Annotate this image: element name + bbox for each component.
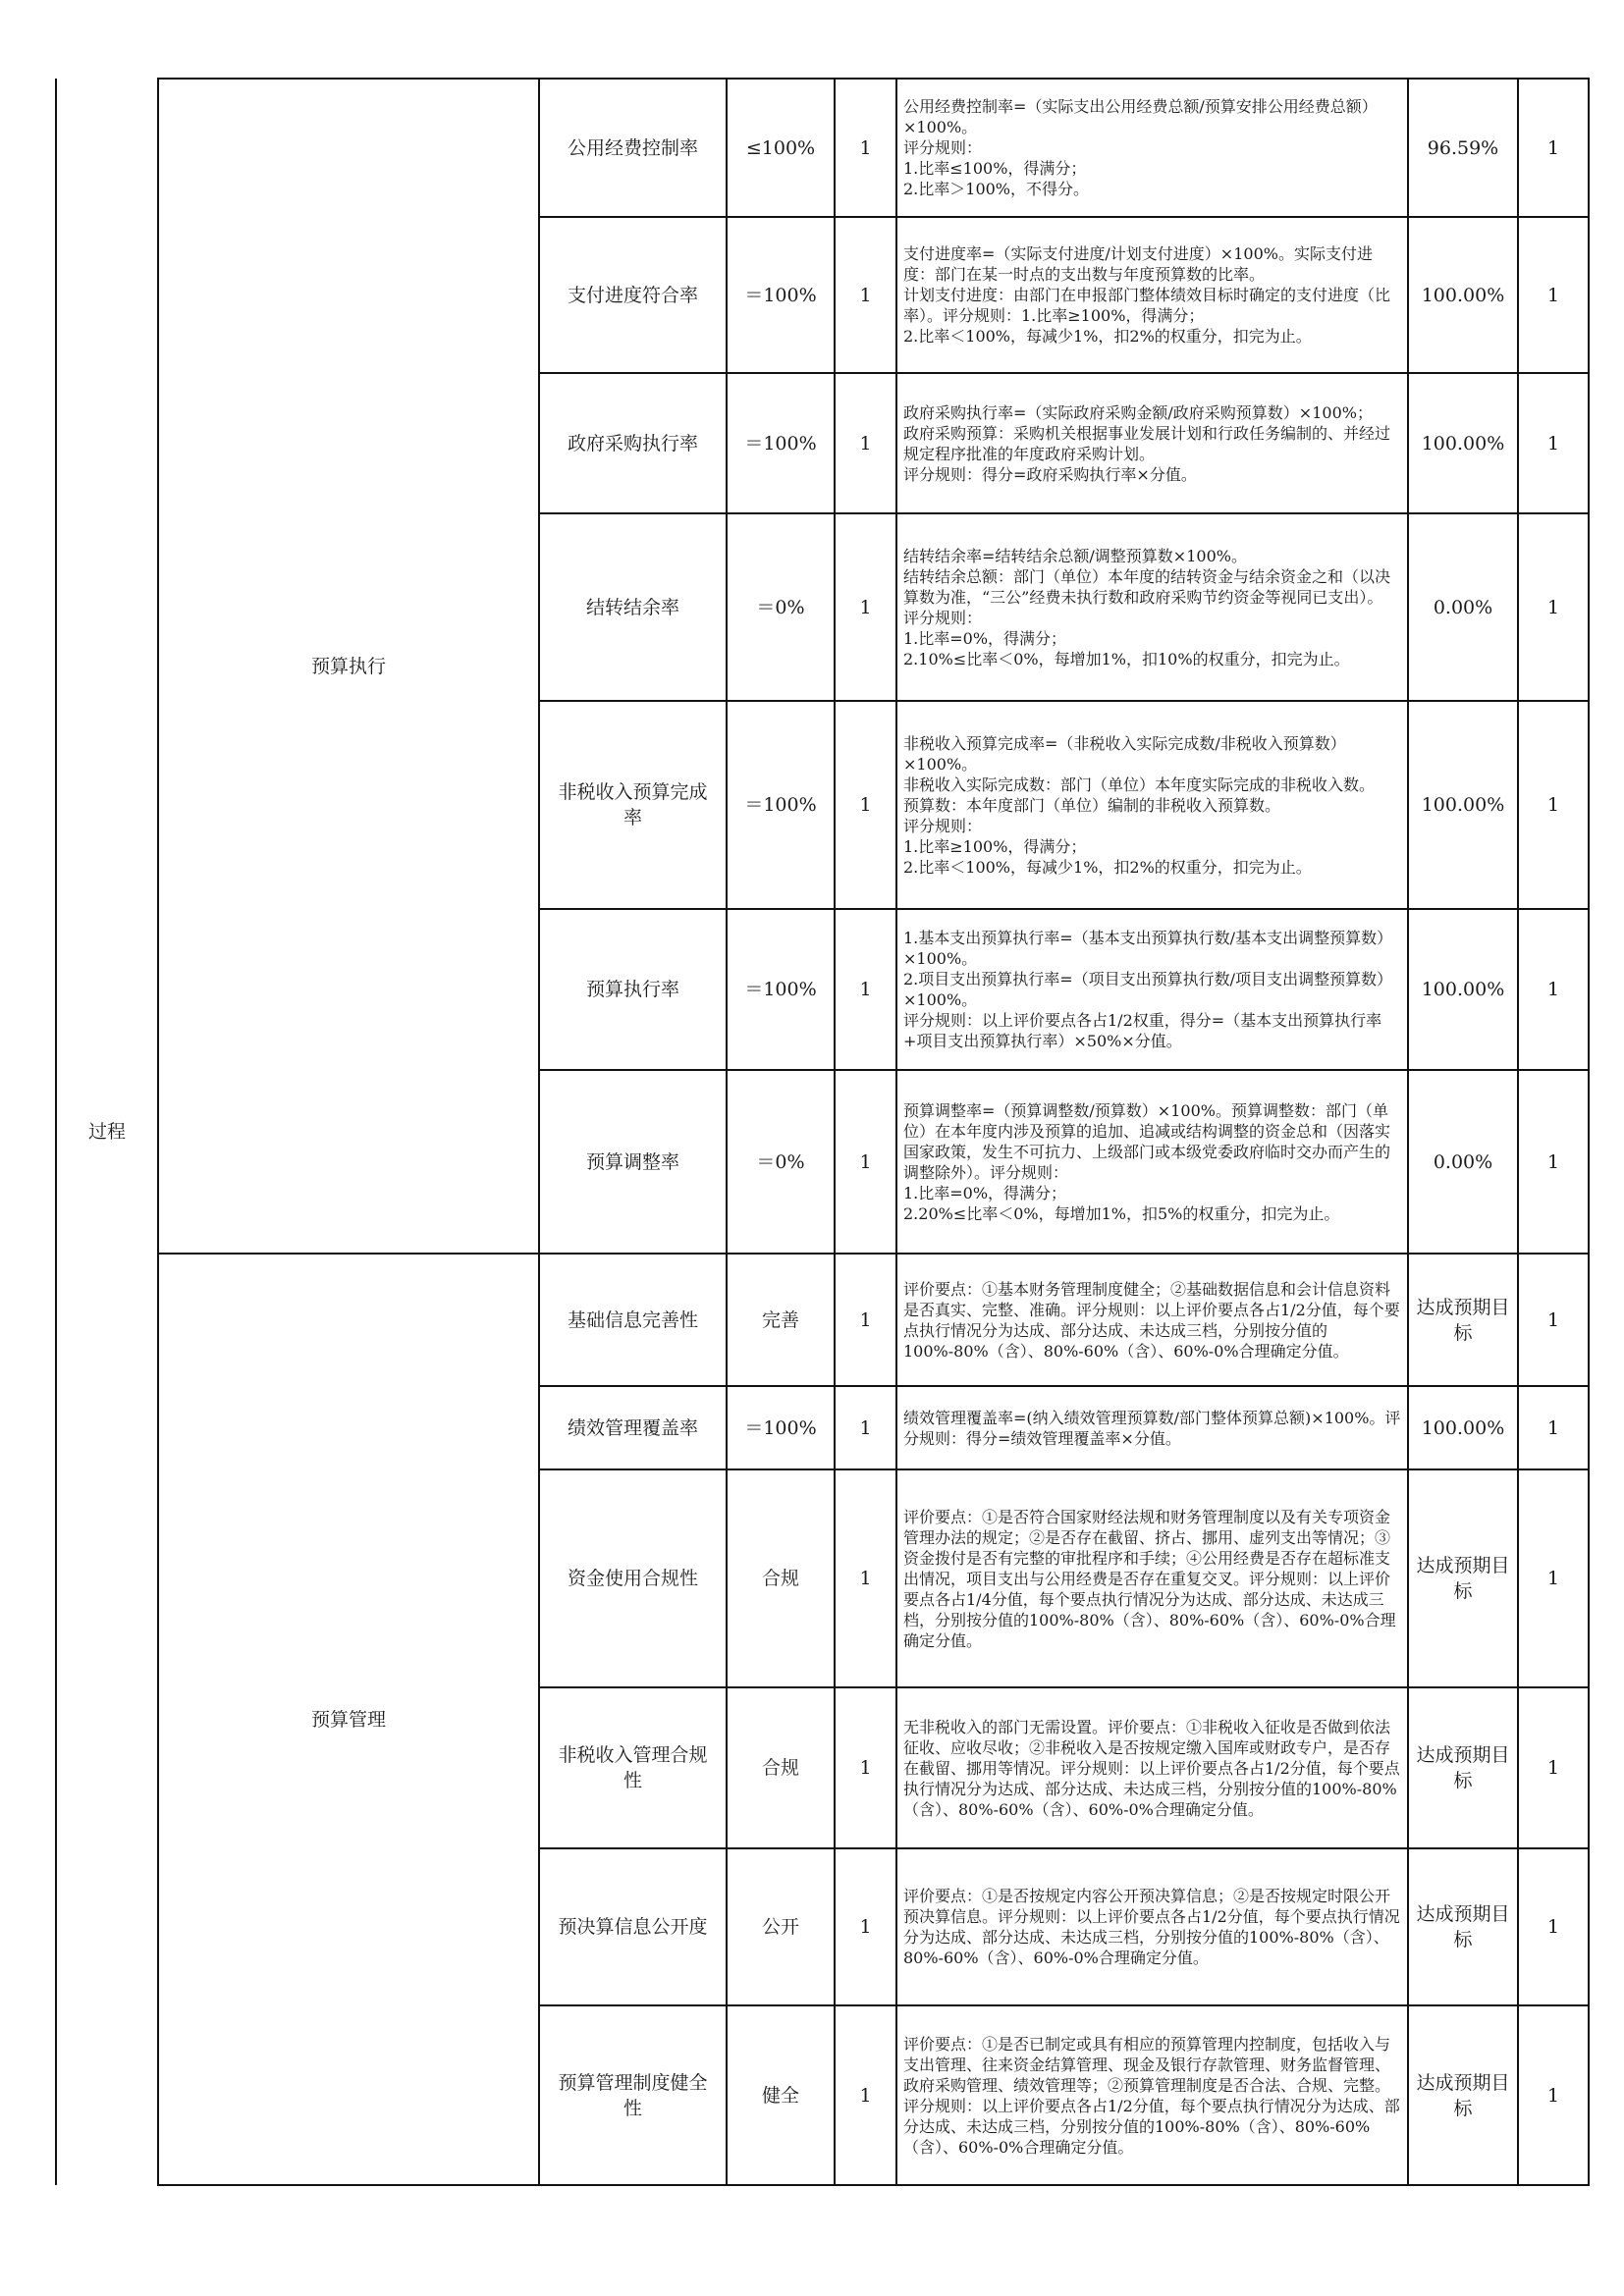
result-cell: 100.00% bbox=[1408, 1386, 1518, 1469]
result-cell: 0.00% bbox=[1408, 1070, 1518, 1254]
result-cell: 96.59% bbox=[1408, 79, 1518, 217]
result-cell: 0.00% bbox=[1408, 513, 1518, 701]
score-cell: 1 bbox=[1518, 1386, 1589, 1469]
criteria-cell bbox=[896, 1848, 1408, 2005]
score-cell: 1 bbox=[1518, 79, 1589, 217]
score-cell: 1 bbox=[1518, 1070, 1589, 1254]
indicator-cell: 预算调整率 bbox=[539, 1070, 727, 1254]
criteria-cell bbox=[896, 1386, 1408, 1469]
criteria-line: 预算数：本年度部门（单位）编制的非税收入预算数。 bbox=[903, 795, 1281, 815]
criteria-line: 1.比率=0%，得满分； bbox=[903, 628, 1067, 648]
result-cell: 100.00% bbox=[1408, 701, 1518, 909]
indicator-cell: 基础信息完善性 bbox=[539, 1254, 727, 1386]
target-cell: 公开 bbox=[727, 1848, 835, 2005]
weight-cell: 1 bbox=[835, 217, 896, 373]
criteria-line: 评价要点：①是否按规定内容公开预决算信息；②是否按规定时限公开预决算信息。评分规则：以上评价要点各占1/2分值，每个要点执行情况分为达成、部分达成、未达成三档，分别按分值的100%-80%（含）、80%-60%（含）、60%-0%合理确定分值。 bbox=[903, 1887, 1400, 1967]
criteria-line: 评价要点：①是否符合国家财经法规和财务管理制度以及有关专项资金管理办法的规定；②是否存在截留、挤占、挪用、虚列支出等情况；③资金拨付是否有完整的审批程序和手续；④公用经费是否存在超标准支出情况，项目支出与公用经费是否存在重复交叉。评分规则：以上评价要点各占1/4分值，每个要点执行情况分为达成、部分达成、未达成三档，分别按分值的100%-80%（含）、80%-60%（含）、60%-0%合理确定分值。 bbox=[903, 1507, 1396, 1650]
score-cell: 1 bbox=[1518, 1687, 1589, 1848]
criteria-cell bbox=[896, 1687, 1408, 1848]
criteria-cell bbox=[896, 79, 1408, 217]
evaluation-table bbox=[55, 78, 1590, 2186]
target-cell: ＝100% bbox=[727, 217, 835, 373]
score-cell: 1 bbox=[1518, 513, 1589, 701]
result-cell: 达成预期目标 bbox=[1408, 1254, 1518, 1386]
criteria-line: 评分规则： bbox=[903, 816, 983, 835]
score-cell: 1 bbox=[1518, 909, 1589, 1070]
criteria-line: 非税收入预算完成率=（非税收入实际完成数/非税收入预算数）×100%。 bbox=[903, 733, 1346, 774]
result-cell: 达成预期目标 bbox=[1408, 1469, 1518, 1687]
target-cell: ＝100% bbox=[727, 909, 835, 1070]
weight-cell: 1 bbox=[835, 2005, 896, 2185]
criteria-cell bbox=[896, 1469, 1408, 1687]
weight-cell: 1 bbox=[835, 373, 896, 513]
level2-cell: 预算执行 bbox=[158, 79, 539, 1254]
criteria-line: 2.比率＞100%，不得分。 bbox=[903, 180, 1090, 198]
score-cell: 1 bbox=[1518, 373, 1589, 513]
result-cell: 达成预期目标 bbox=[1408, 1687, 1518, 1848]
criteria-line: 评分规则：得分=政府采购执行率×分值。 bbox=[903, 464, 1197, 484]
target-cell: 健全 bbox=[727, 2005, 835, 2185]
indicator-cell: 政府采购执行率 bbox=[539, 373, 727, 513]
table-row bbox=[56, 1254, 1589, 1386]
score-cell: 1 bbox=[1518, 217, 1589, 373]
target-cell: 合规 bbox=[727, 1687, 835, 1848]
criteria-line: 评分规则： bbox=[903, 608, 983, 627]
criteria-cell bbox=[896, 909, 1408, 1070]
weight-cell: 1 bbox=[835, 1254, 896, 1386]
result-cell: 达成预期目标 bbox=[1408, 2005, 1518, 2185]
criteria-line: 评分规则：以上评价要点各占1/2权重，得分=（基本支出预算执行率+项目支出预算执行率）×50%×分值。 bbox=[903, 1011, 1382, 1050]
level1-cell: 过程 bbox=[56, 79, 158, 2185]
indicator-cell: 预算执行率 bbox=[539, 909, 727, 1070]
criteria-line: 预算调整率=（预算调整数/预算数）×100%。预算调整数：部门（单位）在本年度内涉及预算的追加、追减或结构调整的资金总和（因落实国家政策，发生不可抗力、上级部门或本级党委政府临时交办而产生的调整除外）。评分规则： bbox=[903, 1100, 1391, 1182]
target-cell: ≤100% bbox=[727, 79, 835, 217]
target-cell: 合规 bbox=[727, 1469, 835, 1687]
result-cell: 100.00% bbox=[1408, 373, 1518, 513]
criteria-line: 政府采购预算：采购机关根据事业发展计划和行政任务编制的、并经过规定程序批准的年度政府采购计划。 bbox=[903, 423, 1391, 463]
indicator-cell: 绩效管理覆盖率 bbox=[539, 1386, 727, 1469]
criteria-line: 结转结余总额：部门（单位）本年度的结转资金与结余资金之和（以决算数为准，“三公”经费未执行数和政府采购节约资金等视同已支出）。 bbox=[903, 566, 1391, 607]
criteria-cell bbox=[896, 373, 1408, 513]
table-row bbox=[56, 79, 1589, 217]
weight-cell: 1 bbox=[835, 909, 896, 1070]
result-cell: 100.00% bbox=[1408, 217, 1518, 373]
target-cell: 完善 bbox=[727, 1254, 835, 1386]
score-cell: 1 bbox=[1518, 701, 1589, 909]
criteria-line: 1.比率≤100%，得满分； bbox=[903, 159, 1087, 178]
score-cell: 1 bbox=[1518, 2005, 1589, 2185]
weight-cell: 1 bbox=[835, 701, 896, 909]
level2-cell: 预算管理 bbox=[158, 1254, 539, 2185]
weight-cell: 1 bbox=[835, 1070, 896, 1254]
evaluation-table-body bbox=[56, 79, 1589, 2185]
criteria-line: 2.项目支出预算执行率=（项目支出预算执行数/项目支出调整预算数）×100%。 bbox=[903, 970, 1393, 1009]
score-cell: 1 bbox=[1518, 1848, 1589, 2005]
criteria-line: 支付进度率=（实际支付进度/计划支付进度）×100%。实际支付进度：部门在某一时点的支出数与年度预算数的比率。 bbox=[903, 244, 1373, 284]
weight-cell: 1 bbox=[835, 79, 896, 217]
target-cell: ＝100% bbox=[727, 373, 835, 513]
criteria-line: 计划支付进度：由部门在申报部门整体绩效目标时确定的支付进度（比率）。评分规则：1.比率≥100%，得满分； bbox=[903, 286, 1391, 325]
criteria-cell bbox=[896, 701, 1408, 909]
criteria-line: 评价要点：①基本财务管理制度健全；②基础数据信息和会计信息资料是否真实、完整、准确。评分规则：以上评价要点各占1/2分值，每个要点执行情况分为达成、部分达成、未达成三档，分别按分值的100%-80%（含）、80%-60%（含）、60%-0%合理确定分值。 bbox=[903, 1279, 1400, 1361]
score-cell: 1 bbox=[1518, 1254, 1589, 1386]
criteria-line: 绩效管理覆盖率=(纳入绩效管理预算数/部门整体预算总额)×100%。评分规则：得分=绩效管理覆盖率×分值。 bbox=[903, 1408, 1401, 1448]
criteria-line: 公用经费控制率=（实际支出公用经费总额/预算安排公用经费总额）×100%。 bbox=[903, 97, 1378, 136]
weight-cell: 1 bbox=[835, 1687, 896, 1848]
indicator-cell: 预决算信息公开度 bbox=[539, 1848, 727, 2005]
weight-cell: 1 bbox=[835, 513, 896, 701]
criteria-line: 2.10%≤比率＜0%，每增加1%，扣10%的权重分，扣完为止。 bbox=[903, 649, 1350, 668]
indicator-cell: 支付进度符合率 bbox=[539, 217, 727, 373]
indicator-cell: 非税收入管理合规性 bbox=[539, 1687, 727, 1848]
criteria-line: 非税收入实际完成数：部门（单位）本年度实际完成的非税收入数。 bbox=[903, 774, 1376, 794]
criteria-line: 政府采购执行率=（实际政府采购金额/政府采购预算数）×100%； bbox=[903, 402, 1373, 422]
criteria-cell bbox=[896, 1254, 1408, 1386]
criteria-cell bbox=[896, 217, 1408, 373]
indicator-cell: 资金使用合规性 bbox=[539, 1469, 727, 1687]
result-cell: 100.00% bbox=[1408, 909, 1518, 1070]
target-cell: ＝0% bbox=[727, 1070, 835, 1254]
criteria-line: 无非税收入的部门无需设置。评价要点：①非税收入征收是否做到依法征收、应收尽收；②非税收入是否按规定缴入国库或财政专户，是否存在截留、挪用等情况。评分规则：以上评价要点各占1/2分值，每个要点执行情况分为达成、部分达成、未达成三档，分别按分值的100%-80%（含）、80%-60%（含）、60%-0%合理确定分值。 bbox=[903, 1717, 1400, 1819]
indicator-cell: 非税收入预算完成率 bbox=[539, 701, 727, 909]
criteria-cell bbox=[896, 2005, 1408, 2185]
indicator-cell: 预算管理制度健全性 bbox=[539, 2005, 727, 2185]
criteria-line: 1.基本支出预算执行率=（基本支出预算执行数/基本支出调整预算数）×100%。 bbox=[903, 929, 1393, 968]
criteria-line: 1.比率=0%，得满分； bbox=[903, 1183, 1067, 1202]
criteria-cell bbox=[896, 1070, 1408, 1254]
target-cell: ＝100% bbox=[727, 1386, 835, 1469]
criteria-line: 评价要点：①是否已制定或具有相应的预算管理内控制度，包括收入与支出管理、往来资金结算管理、现金及银行存款管理、财务监督管理、政府采购管理、绩效管理等；②预算管理制度是否合法、合规、完整。评分规则：以上评价要点各占1/2分值，每个要点执行情况分为达成、部分达成、未达成三档，分别按分值的100%-80%（含）、80%-60%（含）、60%-0%合理确定分值。 bbox=[903, 2034, 1400, 2157]
criteria-line: 评分规则： bbox=[903, 138, 983, 157]
criteria-line: 1.比率≥100%，得满分； bbox=[903, 836, 1087, 856]
weight-cell: 1 bbox=[835, 1469, 896, 1687]
criteria-line: 2.比率＜100%，每减少1%，扣2%的权重分，扣完为止。 bbox=[903, 857, 1312, 877]
criteria-cell bbox=[896, 513, 1408, 701]
target-cell: ＝0% bbox=[727, 513, 835, 701]
indicator-cell: 结转结余率 bbox=[539, 513, 727, 701]
weight-cell: 1 bbox=[835, 1848, 896, 2005]
criteria-line: 2.20%≤比率＜0%，每增加1%，扣5%的权重分，扣完为止。 bbox=[903, 1203, 1340, 1223]
target-cell: ＝100% bbox=[727, 701, 835, 909]
weight-cell: 1 bbox=[835, 1386, 896, 1469]
indicator-cell: 公用经费控制率 bbox=[539, 79, 727, 217]
result-cell: 达成预期目标 bbox=[1408, 1848, 1518, 2005]
criteria-line: 结转结余率=结转结余总额/调整预算数×100%。 bbox=[903, 546, 1247, 565]
score-cell: 1 bbox=[1518, 1469, 1589, 1687]
criteria-line: 2.比率＜100%，每减少1%，扣2%的权重分，扣完为止。 bbox=[903, 327, 1312, 346]
